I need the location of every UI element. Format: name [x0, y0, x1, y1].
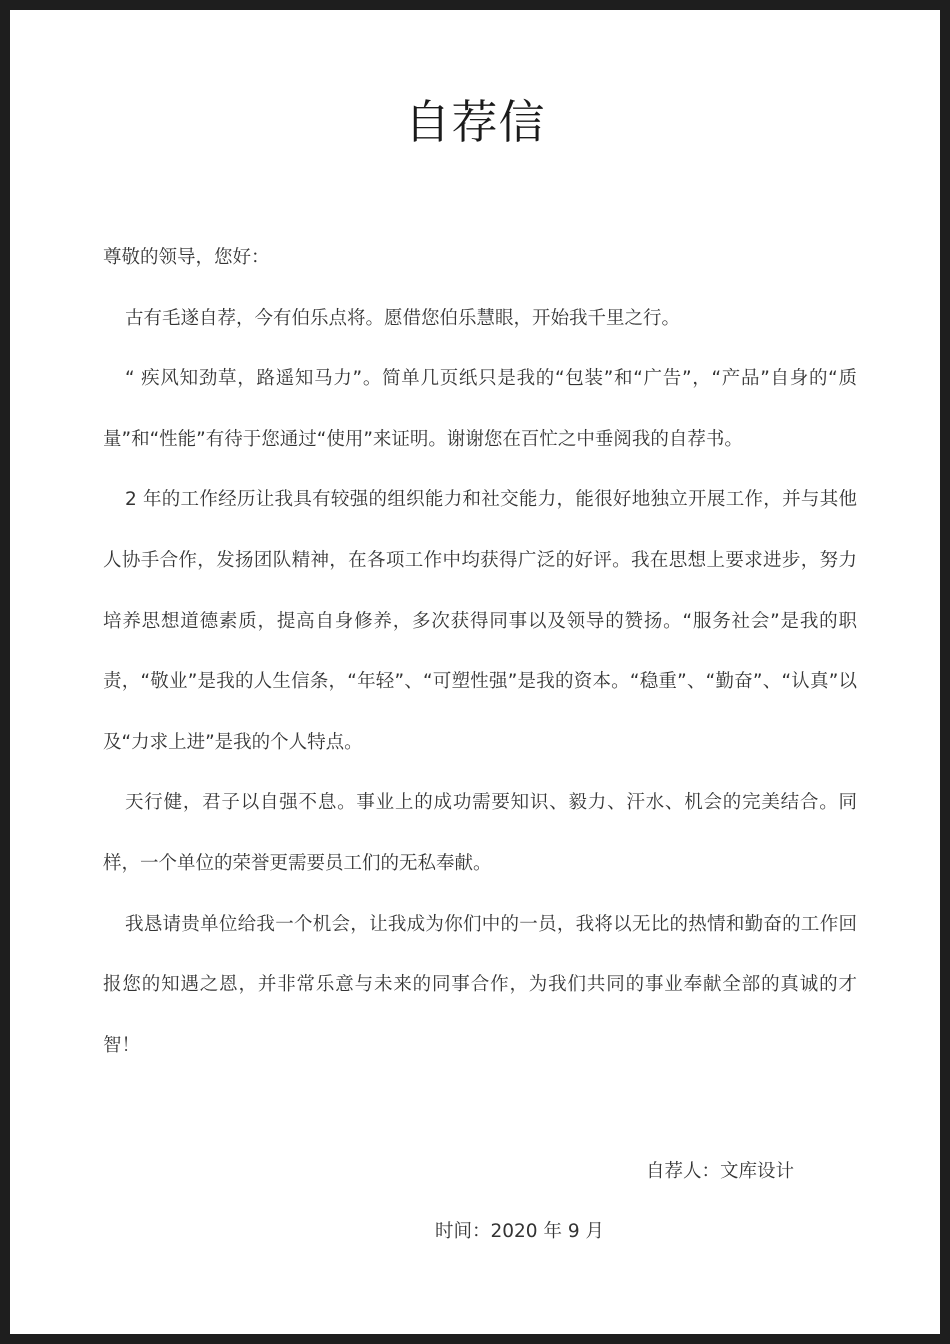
paragraph-5: 我恳请贵单位给我一个机会，让我成为你们中的一员，我将以无比的热情和勤奋的工作回报您的知遇之恩，并非常乐意与未来的同事合作，为我们共同的事业奉献全部的真诚的才智！: [103, 913, 857, 1056]
letter-body: [103, 228, 857, 1076]
paragraph-4: 天行健，君子以自强不息。事业上的成功需要知识、毅力、汗水、机会的完美结合。同样，一个单位的荣誉更需要员工们的无私奉献。: [103, 792, 857, 874]
salutation: 尊敬的领导，您好：: [103, 247, 270, 268]
date-line: 时间：2020 年 9 月: [435, 1221, 604, 1242]
paragraph-3: 2 年的工作经历让我具有较强的组织能力和社交能力，能很好地独立开展工作，并与其他人协手合作，发扬团队精神，在各项工作中均获得广泛的好评。我在思想上要求进步，努力培养思想道德素质，提高自身修养，多次获得同事以及领导的赞扬。“服务社会”是我的职责，“敬业”是我的人生信条，“年轻”、“可塑性强”是我的资本。“稳重”、“勤奋”、“认真”以及“力求上进”是我的个人特点。: [103, 489, 857, 753]
paragraph-2: “ 疾风知劲草，路遥知马力”。简单几页纸只是我的“包装”和“广告”，“产品”自身的“质量”和“性能”有待于您通过“使用”来证明。谢谢您在百忙之中垂阅我的自荐书。: [103, 368, 857, 450]
document-title: 自荐信: [404, 95, 546, 149]
signature-line: 自荐人：文库设计: [646, 1161, 795, 1182]
paragraph-1: 古有毛遂自荐，今有伯乐点将。愿借您伯乐慧眼，开始我千里之行。: [125, 307, 681, 329]
document-page: [10, 10, 940, 1334]
